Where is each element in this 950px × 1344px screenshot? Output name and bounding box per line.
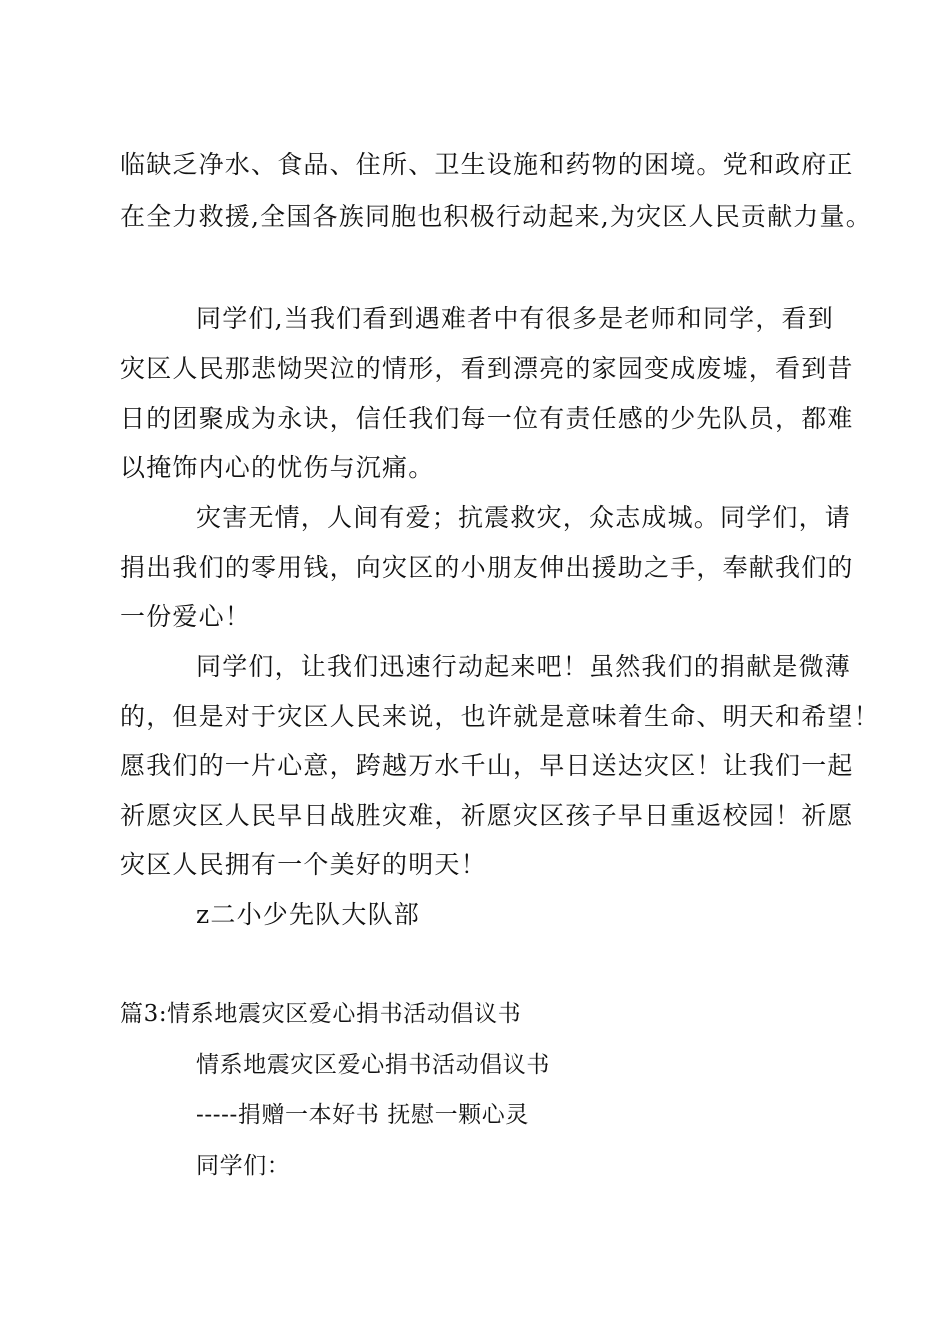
section-heading: 篇3:情系地震灾区爱心捐书活动倡议书: [120, 1001, 522, 1027]
paragraph-4-line-1: 同学们，让我们迅速行动起来吧！虽然我们的捐献是微薄: [196, 652, 852, 681]
paragraph-1-line-2: 在全力救援,全国各族同胞也积极行动起来,为灾区人民贡献力量。: [120, 202, 872, 231]
paragraph-2-line-2: 灾区人民那悲恸哭泣的情形，看到漂亮的家园变成废墟，看到昔: [120, 354, 854, 383]
paragraph-3-line-3: 一份爱心！: [120, 602, 252, 631]
paragraph-2-line-3: 日的团聚成为永诀，信任我们每一位有责任感的少先队员，都难: [120, 404, 854, 433]
signature: z二小少先队大队部: [196, 900, 420, 929]
paragraph-4-line-4: 祈愿灾区人民早日战胜灾难，祈愿灾区孩子早日重返校园！祈愿: [120, 801, 854, 830]
paragraph-3-line-1: 灾害无情，人间有爱；抗震救灾，众志成城。同学们，请: [196, 503, 852, 532]
paragraph-4-line-3: 愿我们的一片心意，跨越万水千山，早日送达灾区！让我们一起: [120, 751, 854, 780]
paragraph-4-line-5: 灾区人民拥有一个美好的明天！: [120, 850, 487, 879]
paragraph-4-line-2: 的，但是对于灾区人民来说，也许就是意味着生命、明天和希望！: [120, 702, 880, 731]
paragraph-2-line-1: 同学们,当我们看到遇难者中有很多是老师和同学，看到: [196, 304, 834, 333]
salutation: 同学们：: [196, 1153, 291, 1179]
section-title: 情系地震灾区爱心捐书活动倡议书: [196, 1052, 550, 1078]
paragraph-2-line-4: 以掩饰内心的忧伤与沉痛。: [120, 453, 435, 482]
paragraph-3-line-2: 捐出我们的零用钱，向灾区的小朋友伸出援助之手，奉献我们的: [120, 553, 854, 582]
section-subtitle: -----捐赠一本好书 抚慰一颗心灵: [196, 1102, 529, 1128]
paragraph-1-line-1: 临缺乏净水、食品、住所、卫生设施和药物的困境。党和政府正: [120, 150, 854, 179]
